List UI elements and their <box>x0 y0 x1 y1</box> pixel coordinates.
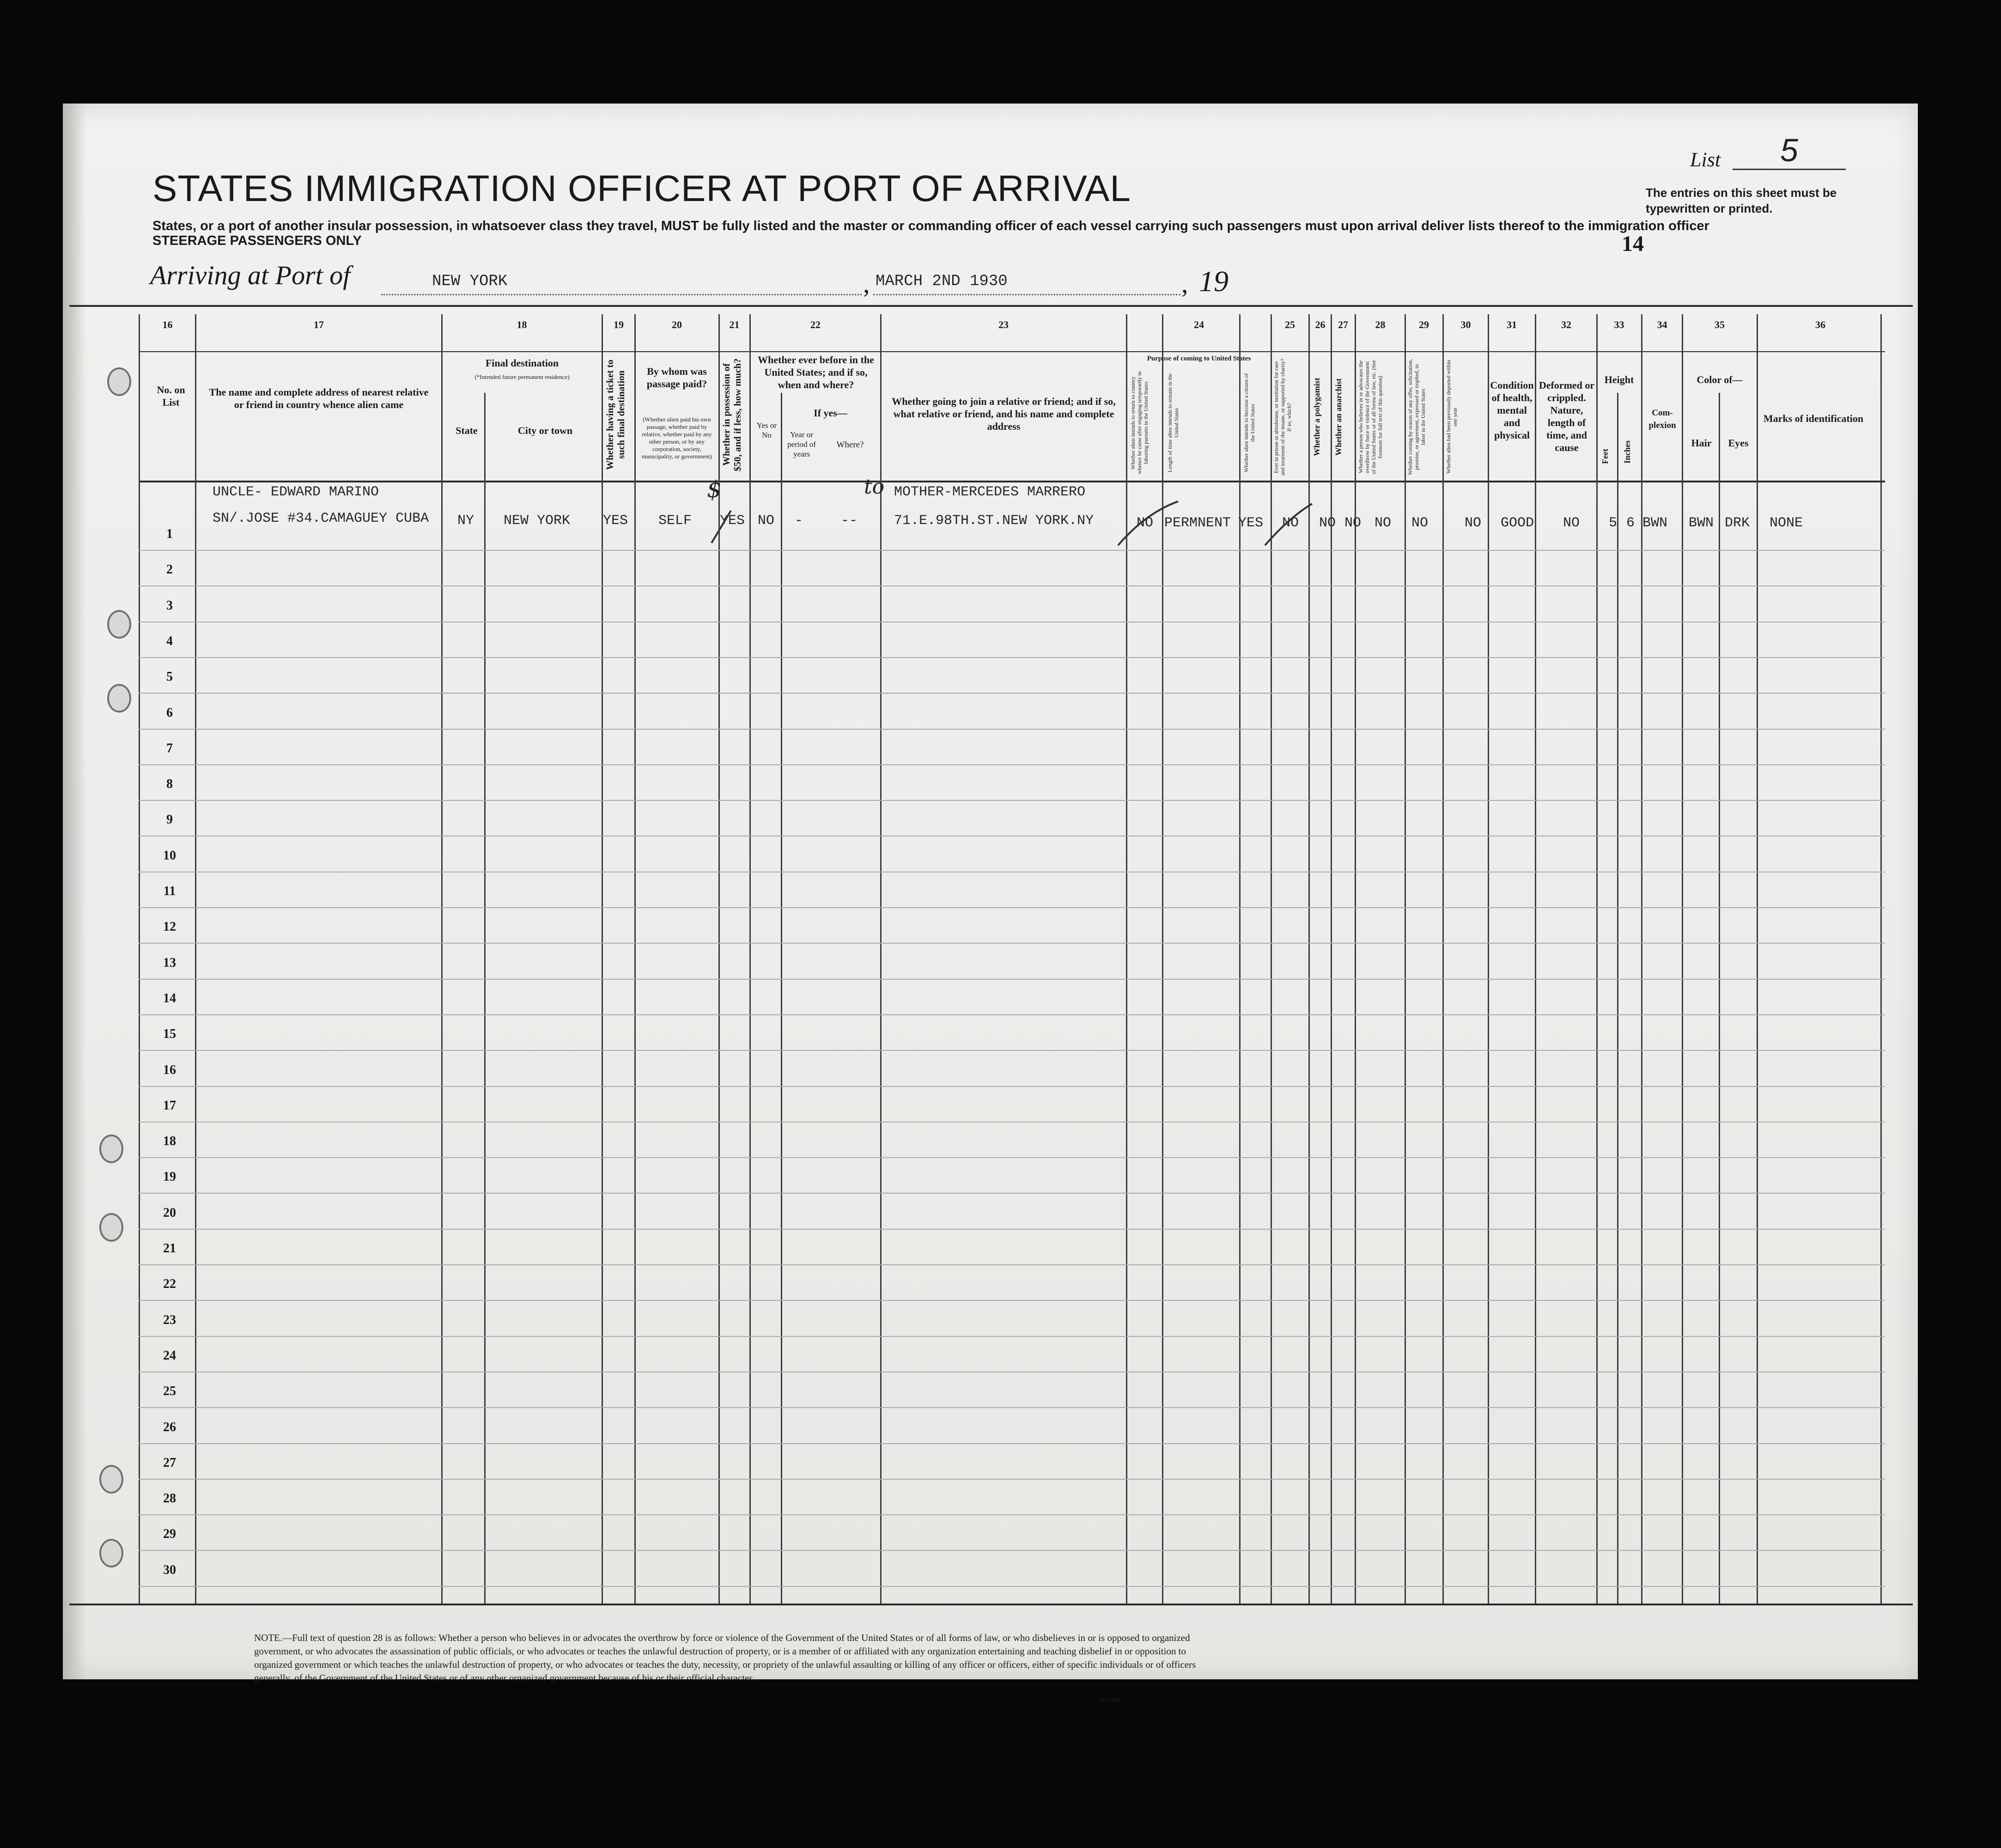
relative-address: SN/.JOSE #34.CAMAGUEY CUBA <box>213 511 429 526</box>
column-number: 32 <box>1561 319 1571 330</box>
header-citizen-intent: Whether alien intends to become a citizen of the United States <box>1243 373 1256 473</box>
health-value: GOOD <box>1501 515 1534 531</box>
header-color-of: Color of— <box>1697 374 1743 385</box>
column-number: 24 <box>1194 319 1204 330</box>
column-number: 25 <box>1285 319 1295 330</box>
column-number: 23 <box>998 319 1009 330</box>
header-marks: Marks of identification <box>1763 413 1864 424</box>
row-number: 26 <box>163 1420 176 1434</box>
header-year: Year or period of years <box>787 430 816 458</box>
header-question-29: Whether coming by reason of any offer, solicitation, promise, or agreement, expressed or implied, to labor in the United States <box>1407 359 1426 475</box>
column-number: 28 <box>1375 319 1386 330</box>
marks-value: NONE <box>1770 515 1803 531</box>
column-number: 30 <box>1460 319 1471 330</box>
header-return-intent: Whether alien intends to return to country whence he came after engaging temporarily in laboring pursuits in the United States <box>1130 371 1149 475</box>
header-complexion: Com-plexion <box>1648 408 1676 430</box>
row-number: 28 <box>163 1491 176 1506</box>
row-number: 5 <box>166 670 173 684</box>
row-number: 11 <box>163 884 176 898</box>
anarchist-value: NO <box>1344 515 1362 531</box>
header-deformed: Deformed or crippled. Nature, length of time, and cause <box>1539 379 1595 453</box>
passage-paid-value: SELF <box>658 513 692 529</box>
port-label: Arriving at Port of <box>150 260 351 290</box>
entries-note: The entries on this sheet must be typewritten or printed. <box>1646 186 1837 215</box>
header-fifty-dollars: Whether in possession of $50, and if less, how much? <box>721 358 743 471</box>
feet-value: 5 <box>1609 515 1618 531</box>
row-number: 12 <box>163 920 176 934</box>
row-number: 20 <box>163 1205 176 1220</box>
row-number: 25 <box>163 1384 176 1399</box>
header-polygamist: Whether a polygamist <box>1312 378 1321 457</box>
date-value: MARCH 2ND 1930 <box>876 273 1008 290</box>
port-value: NEW YORK <box>432 273 508 290</box>
column-number: 35 <box>1715 319 1725 330</box>
page-title: STATES IMMIGRATION OFFICER AT PORT OF ARRIVAL <box>152 168 1131 209</box>
row-number: 13 <box>163 955 176 970</box>
column-number: 20 <box>672 319 682 330</box>
header-if-yes: If yes— <box>814 407 847 419</box>
column-number: 19 <box>614 319 624 330</box>
header-inches: Inches <box>1623 440 1632 464</box>
column-number: 16 <box>162 319 173 330</box>
column-number: 21 <box>729 319 740 330</box>
question-29-value: NO <box>1411 515 1429 531</box>
deported-value: NO <box>1465 515 1482 531</box>
complexion-value: BWN <box>1642 515 1668 531</box>
header-height: Height <box>1604 374 1634 385</box>
header-yes-no: Yes or No <box>756 421 777 439</box>
fifty-dollars-value: YES <box>720 513 745 529</box>
column-number: 18 <box>517 319 527 330</box>
deformed-value: NO <box>1563 515 1580 531</box>
prison-value: NO <box>1282 515 1299 531</box>
column-number: 33 <box>1614 319 1624 330</box>
column-number: 34 <box>1657 319 1667 330</box>
footnote-question-28: NOTE.—Full text of question 28 is as follows: Whether a person who believes in or advocates the overthrow by force or violence of the Government of the United States or of all forms of law, or who disbelieves in or is opposed to organized government, or who advocates the assassination of public officials, or who advocates or teaches the unlawful destruction of property, or is a member of or affiliated with any organization entertaining and teaching disbelief in or opposition to organized government or which teaches the unlawful destruction of property, or who advocates or teaches the duty, necessity, or propriety of the unlawful assaulting or killing of any officer or officers, either of specific individuals or of officers generally, of the Government of the United States or of any other organized government because of his or their official character. <box>254 1632 1196 1683</box>
header-state: State <box>456 425 478 436</box>
row-number: 17 <box>163 1098 176 1113</box>
return-intent-value: NO <box>1137 515 1154 531</box>
row-number: 7 <box>166 741 173 756</box>
row-number: 27 <box>163 1455 176 1470</box>
year-prefix: 19 <box>1199 265 1229 298</box>
row-number: 14 <box>163 991 176 1006</box>
header-city: City or town <box>517 425 573 436</box>
subtitle-line-2: STEERAGE PASSENGERS ONLY <box>152 233 362 248</box>
row-number: 22 <box>163 1277 176 1292</box>
length-stay-value: PERMNENT <box>1164 515 1231 531</box>
inches-value: 6 <box>1626 515 1635 531</box>
comma: , <box>1181 268 1188 299</box>
header-nearest-relative: The name and complete address of nearest relative or friend in country whence alien came <box>209 386 429 410</box>
header-question-28: Whether a person who believes in or advocates the overthrow by force or violence of the Government of the United States or of all forms of law, etc. (See footnote for full text of this question) <box>1357 360 1383 474</box>
polygamist-value: NO <box>1319 515 1336 531</box>
ticket-value: YES <box>603 513 628 529</box>
row-number: 9 <box>166 812 173 827</box>
header-ticket: Whether having a ticket to such final destination <box>604 360 626 470</box>
question-28-value: NO <box>1375 515 1392 531</box>
form-code: 14—450 <box>1097 1697 1120 1704</box>
row-number: 1 <box>166 527 173 541</box>
row-number: 21 <box>163 1241 176 1256</box>
column-number: 22 <box>810 319 821 330</box>
row-number: 6 <box>166 705 173 720</box>
column-number: 31 <box>1507 319 1517 330</box>
header-anarchist: Whether an anarchist <box>1334 378 1343 456</box>
subtitle-line-1: States, or a port of another insular possession, in whatsoever class they travel, MUST be fully listed and the master or commanding officer of each vessel carrying such passengers must upon arrival deliver lists thereof to the immigration officer <box>152 219 1709 233</box>
header-join-relative: Whether going to join a relative or friend; and if so, what relative or friend, and his name and complete address <box>892 396 1116 432</box>
header-eyes: Eyes <box>1728 437 1749 449</box>
row-number: 30 <box>163 1562 176 1577</box>
column-number: 17 <box>314 319 324 330</box>
join-relative-address: 71.E.98TH.ST.NEW YORK.NY <box>894 513 1094 529</box>
row-number: 18 <box>163 1134 176 1149</box>
join-relative-name: MOTHER-MERCEDES MARRERO <box>894 484 1086 500</box>
hair-value: BWN <box>1689 515 1714 531</box>
join-mark: to <box>864 475 885 499</box>
row-number: 16 <box>163 1062 176 1077</box>
header-final-destination-note: (*Intended future permanent residence) <box>474 373 570 380</box>
column-number: 27 <box>1338 319 1348 330</box>
header-prison: Ever in prison or almshouse, or institution for care and treatment of the insane, or supported by charity? If so, which? <box>1273 359 1292 476</box>
year-value: - <box>795 513 803 529</box>
row-number: 3 <box>166 598 173 613</box>
column-number: 36 <box>1815 319 1825 330</box>
destination-city: NEW YORK <box>504 513 571 529</box>
header-health: Condition of health, mental and physical <box>1490 379 1534 441</box>
row-number: 15 <box>163 1027 176 1042</box>
row-number: 10 <box>163 848 176 863</box>
header-purpose: Purpose of coming to United States <box>1147 355 1251 362</box>
row-number: 4 <box>166 634 173 648</box>
relative-name: UNCLE- EDWARD MARINO <box>213 484 379 500</box>
header-hair: Hair <box>1691 437 1712 449</box>
header-no-on-list: No. on List <box>157 384 185 408</box>
header-length-stay: Length of time alien intends to remain in the United States <box>1167 373 1180 472</box>
money-mark: $ <box>707 476 722 503</box>
row-number: 8 <box>166 777 173 792</box>
header-passage-paid-note: (Whether alien paid his own passage, whether paid by relative, whether paid by any other person, or by any corporation, society, municipality, or government) <box>642 416 712 460</box>
list-label: List <box>1690 148 1721 171</box>
before-in-us-value: NO <box>758 513 775 529</box>
header-feet: Feet <box>1600 449 1610 464</box>
header-deported: Whether alien had been previously deported within one year <box>1445 360 1458 474</box>
citizen-intent-value: YES <box>1238 515 1264 531</box>
row-number: 2 <box>166 562 173 577</box>
destination-state: NY <box>457 513 474 529</box>
row-number: 29 <box>163 1527 176 1542</box>
sheet-number: 14 <box>1622 232 1644 256</box>
eyes-value: DRK <box>1725 515 1750 531</box>
header-final-destination: Final destination <box>485 357 559 369</box>
comma: , <box>863 268 870 299</box>
row-number: 23 <box>163 1312 176 1327</box>
column-number: 26 <box>1315 319 1326 330</box>
header-where: Where? <box>836 440 864 450</box>
where-value: -- <box>841 513 858 529</box>
header-passage-paid: By whom was passage paid? <box>646 366 707 390</box>
row-number: 24 <box>163 1348 176 1363</box>
header-before-in-us: Whether ever before in the United States; and if so, when and where? <box>758 354 874 390</box>
column-number: 29 <box>1419 319 1429 330</box>
row-number: 19 <box>163 1170 176 1184</box>
list-number: 5 <box>1733 132 1846 170</box>
